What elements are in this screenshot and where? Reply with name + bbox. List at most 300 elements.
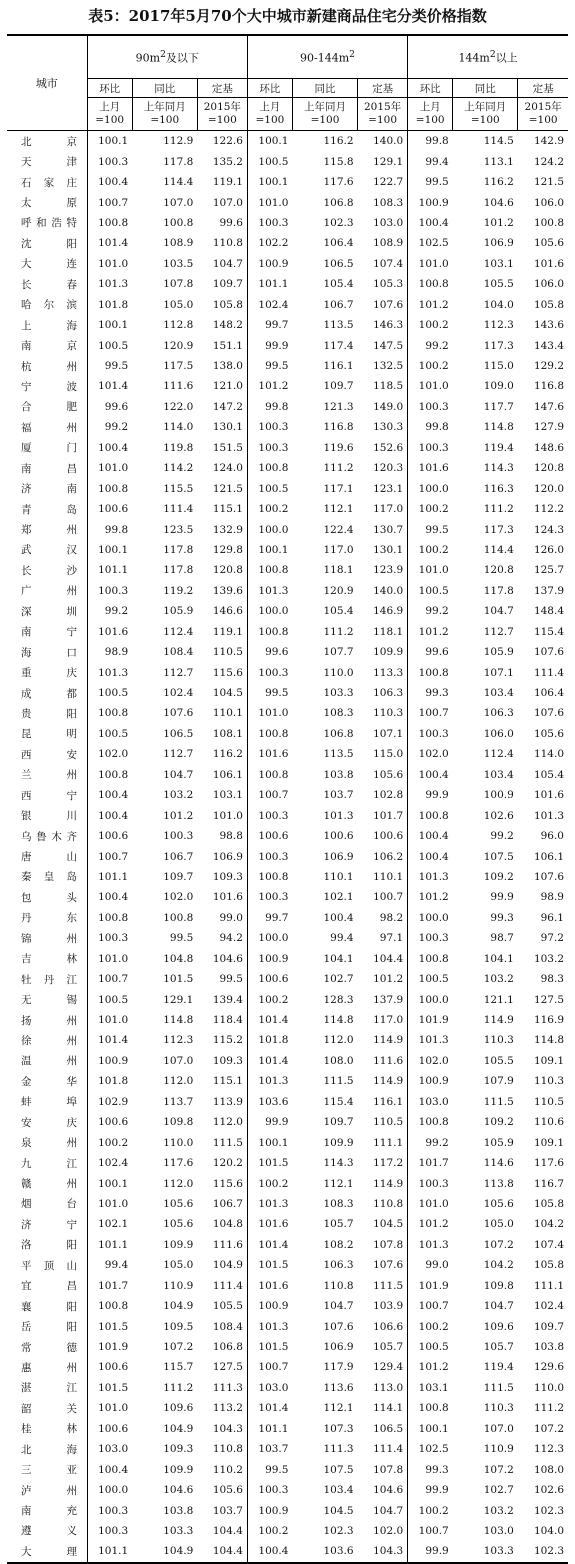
index-value: 100.4 (418, 850, 449, 863)
index-value: 100.3 (258, 1484, 289, 1497)
index-value: 101.1 (98, 1238, 129, 1251)
city-name (7, 233, 87, 253)
index-value: 100.8 (258, 727, 289, 740)
index-value: 100.7 (258, 789, 289, 802)
index-value: 107.7 (323, 646, 354, 659)
table-row (7, 1316, 568, 1336)
index-value: 108.0 (323, 1054, 354, 1067)
index-value: 101.3 (258, 1075, 289, 1088)
city-name (7, 928, 87, 948)
index-value: 112.0 (197, 1112, 247, 1132)
index-value: 97.2 (540, 932, 564, 945)
table-row (7, 601, 568, 621)
index-value: 104.4 (197, 1521, 247, 1541)
index-value: 99.9 (265, 1116, 289, 1129)
index-value: 105.9 (483, 1136, 514, 1149)
city-name-text: 沈阳 (21, 237, 77, 250)
city-name-text: 乌鲁木齐 (21, 830, 77, 843)
city-name (7, 172, 87, 192)
index-value: 107.0 (197, 192, 247, 212)
table-row (7, 1214, 568, 1234)
index-value: 100.2 (258, 503, 289, 516)
index-value: 111.4 (163, 503, 194, 516)
index-value: 119.2 (163, 584, 194, 597)
index-value: 99.6 (104, 400, 129, 413)
base-header-line1: 2015年 (203, 101, 241, 113)
index-value: 106.5 (163, 727, 194, 740)
city-name-text: 泉州 (21, 1137, 77, 1150)
table-row (7, 662, 568, 682)
index-value: 101.1 (87, 1541, 132, 1562)
index-value: 100.8 (258, 870, 289, 883)
index-value: 130.1 (358, 540, 408, 560)
city-name (7, 397, 87, 417)
index-value: 115.4 (323, 1095, 354, 1108)
index-value: 102.5 (418, 237, 449, 250)
index-value: 101.1 (98, 870, 129, 883)
index-value: 99.5 (425, 523, 449, 536)
index-value: 104.8 (197, 1214, 247, 1234)
city-name (7, 560, 87, 580)
table-row (7, 785, 568, 805)
index-value: 102.0 (418, 748, 449, 761)
index-value: 106.7 (197, 1194, 247, 1214)
index-value: 107.6 (533, 870, 564, 883)
city-name (7, 1010, 87, 1030)
table-row (7, 295, 568, 315)
city-name (7, 1235, 87, 1255)
index-value: 110.0 (533, 1381, 564, 1394)
table-row (7, 151, 568, 171)
table-row (7, 1378, 568, 1398)
table-row (7, 724, 568, 744)
index-value: 100.4 (98, 1463, 129, 1476)
index-value: 103.3 (453, 1541, 518, 1562)
index-value: 100.1 (98, 543, 129, 556)
index-value: 117.8 (483, 584, 514, 597)
index-value: 100.3 (98, 1504, 129, 1517)
index-value: 101.3 (323, 809, 354, 822)
city-name-text: 重庆 (21, 667, 77, 680)
index-value: 107.2 (483, 1238, 514, 1251)
group-header-medium: $90-144m^2$ (247, 35, 407, 79)
index-value: 109.3 (197, 867, 247, 887)
index-value: 101.0 (418, 564, 449, 577)
index-value: 100.6 (323, 830, 354, 843)
city-name (7, 1439, 87, 1459)
index-value: 109.7 (163, 870, 194, 883)
table-row (7, 1541, 568, 1562)
city-name (7, 703, 87, 723)
table-row (7, 131, 568, 152)
index-value: 110.1 (197, 703, 247, 723)
index-value: 100.9 (258, 1300, 289, 1313)
index-value: 100.8 (98, 911, 129, 924)
index-value: 111.6 (163, 380, 194, 393)
index-value: 108.3 (358, 192, 408, 212)
city-name-text: 南昌 (21, 462, 77, 475)
index-value: 100.3 (258, 441, 289, 454)
index-value: 117.6 (163, 1157, 194, 1170)
index-value: 104.7 (483, 1300, 514, 1313)
index-value: 98.2 (358, 908, 408, 928)
index-value: 105.9 (163, 605, 194, 618)
city-name-text: 温州 (21, 1055, 77, 1068)
index-value: 117.6 (323, 176, 354, 189)
index-value: 116.9 (533, 1014, 564, 1027)
index-value: 100.6 (98, 1361, 129, 1374)
index-value: 100.0 (258, 932, 289, 945)
index-value: 132.5 (358, 356, 408, 376)
city-name (7, 335, 87, 355)
index-value: 102.7 (323, 973, 354, 986)
index-value: 127.5 (533, 993, 564, 1006)
index-value: 103.0 (98, 1443, 129, 1456)
index-value: 100.2 (418, 319, 449, 332)
sub-header-row (7, 79, 568, 98)
index-value: 111.4 (533, 666, 564, 679)
index-value: 101.0 (98, 1197, 129, 1210)
index-value: 100.3 (258, 666, 289, 679)
sub-header-0-0: 环比 (87, 79, 132, 98)
index-value: 102.4 (98, 1157, 129, 1170)
index-value: 104.3 (197, 1419, 247, 1439)
index-value: 103.6 (258, 1095, 289, 1108)
city-name (7, 1214, 87, 1234)
city-name (7, 908, 87, 928)
index-value: 100.9 (258, 1504, 289, 1517)
index-value: 105.6 (483, 1197, 514, 1210)
index-value: 105.4 (323, 605, 354, 618)
index-value: 100.2 (98, 1136, 129, 1149)
table-row (7, 438, 568, 458)
index-value: 110.0 (323, 666, 354, 679)
index-value: 109.8 (163, 1116, 194, 1129)
city-name-text: 长春 (21, 278, 77, 291)
index-value: 100.8 (258, 625, 289, 638)
index-value: 126.0 (533, 543, 564, 556)
index-value: 108.1 (197, 724, 247, 744)
index-value: 100.7 (98, 973, 129, 986)
table-row (7, 908, 568, 928)
index-value: 104.6 (197, 949, 247, 969)
city-name (7, 744, 87, 764)
table-row (7, 417, 568, 437)
table-row (7, 703, 568, 723)
index-value: 100.2 (418, 360, 449, 373)
index-value: 100.4 (98, 441, 129, 454)
index-value: 116.2 (483, 176, 514, 189)
index-value: 101.9 (418, 1014, 449, 1027)
index-value: 104.0 (483, 298, 514, 311)
index-value: 102.8 (358, 785, 408, 805)
index-value: 111.3 (323, 1443, 354, 1456)
index-value: 107.6 (358, 1255, 408, 1275)
city-name-text: 洛阳 (21, 1239, 77, 1252)
index-value: 105.6 (163, 1197, 194, 1210)
index-value: 115.8 (323, 155, 354, 168)
city-name-text: 韶关 (21, 1402, 77, 1415)
index-value: 114.0 (533, 748, 564, 761)
index-value: 101.0 (418, 1197, 449, 1210)
index-value: 105.5 (483, 278, 514, 291)
index-value: 105.5 (197, 1296, 247, 1316)
index-value: 106.0 (533, 196, 564, 209)
index-value: 105.5 (483, 1054, 514, 1067)
index-value: 99.7 (265, 319, 289, 332)
city-name-text: 广州 (21, 585, 77, 598)
index-value: 104.8 (163, 952, 194, 965)
index-value: 121.0 (197, 376, 247, 396)
index-value: 106.3 (323, 1259, 354, 1272)
base-header-line2: =100 (310, 114, 340, 126)
city-name (7, 1153, 87, 1173)
table-row (7, 867, 568, 887)
index-value: 101.6 (258, 1279, 289, 1292)
index-value: 100.3 (418, 1177, 449, 1190)
index-value: 100.4 (98, 176, 129, 189)
index-value: 115.5 (163, 482, 194, 495)
index-value: 100.4 (98, 809, 129, 822)
index-value: 106.3 (358, 683, 408, 703)
table-row (7, 1092, 568, 1112)
city-name-text: 济南 (21, 483, 77, 496)
index-value: 114.9 (483, 1014, 514, 1027)
index-value: 119.1 (197, 622, 247, 642)
index-value: 104.7 (483, 605, 514, 618)
index-value: 106.8 (323, 727, 354, 740)
index-value: 100.3 (258, 421, 289, 434)
index-value: 100.5 (418, 1341, 449, 1354)
index-value: 107.8 (163, 278, 194, 291)
index-value: 104.7 (163, 768, 194, 781)
city-name (7, 1194, 87, 1214)
index-value: 102.0 (358, 1521, 408, 1541)
table-row (7, 1030, 568, 1050)
city-name-text: 郑州 (21, 524, 77, 537)
index-value: 106.8 (323, 196, 354, 209)
index-value: 117.0 (323, 543, 354, 556)
index-value: 100.7 (98, 850, 129, 863)
index-value: 100.0 (418, 993, 449, 1006)
table-row (7, 928, 568, 948)
city-name (7, 540, 87, 560)
index-value: 123.1 (358, 478, 408, 498)
index-value: 113.6 (323, 1381, 354, 1394)
table-row (7, 335, 568, 355)
index-value: 101.3 (98, 666, 129, 679)
index-value: 102.5 (418, 1443, 449, 1456)
index-value: 100.1 (258, 1136, 289, 1149)
index-value: 120.8 (533, 462, 564, 475)
city-name-text: 昆明 (21, 728, 77, 741)
index-value: 100.3 (98, 1524, 129, 1537)
index-value: 123.5 (163, 523, 194, 536)
index-value: 105.8 (533, 1259, 564, 1272)
table-row (7, 622, 568, 642)
index-value: 103.1 (483, 257, 514, 270)
index-value: 105.6 (533, 727, 564, 740)
index-value: 100.8 (418, 1402, 449, 1415)
base-header-line2: =100 (368, 114, 398, 126)
index-value: 111.2 (163, 1381, 194, 1394)
table-row (7, 1337, 568, 1357)
index-value: 104.0 (533, 1524, 564, 1537)
city-name-text: 兰州 (21, 769, 77, 782)
table-row (7, 805, 568, 825)
index-value: 99.9 (425, 1484, 449, 1497)
index-value: 99.0 (197, 908, 247, 928)
city-name-text: 赣州 (21, 1178, 77, 1191)
base-header-line1: 上年同月 (464, 101, 507, 113)
base-header-line1: 2015年 (363, 101, 402, 113)
index-value: 107.6 (358, 295, 408, 315)
index-value: 106.6 (358, 1316, 408, 1336)
index-value: 140.0 (358, 581, 408, 601)
index-value: 100.5 (258, 482, 289, 495)
index-value: 114.8 (483, 421, 514, 434)
city-name-text: 桂林 (21, 1423, 77, 1436)
index-value: 119.4 (483, 1361, 514, 1374)
index-value: 117.4 (323, 339, 354, 352)
index-value: 100.7 (98, 196, 129, 209)
index-value: 112.3 (533, 1443, 564, 1456)
index-value: 129.2 (533, 360, 564, 373)
base-header-line1: 上月 (419, 101, 441, 113)
index-value: 114.9 (358, 1071, 408, 1091)
city-name-text: 哈尔滨 (21, 299, 77, 312)
index-value: 108.2 (323, 1238, 354, 1251)
index-value: 107.6 (163, 707, 194, 720)
index-value: 99.9 (425, 789, 449, 802)
table-row (7, 1521, 568, 1541)
index-value: 102.3 (533, 1504, 564, 1517)
index-value: 100.5 (418, 584, 449, 597)
index-value: 104.2 (533, 1218, 564, 1231)
index-value: 117.8 (163, 564, 194, 577)
index-value: 101.4 (98, 380, 129, 393)
index-value: 100.8 (258, 768, 289, 781)
index-value: 105.8 (533, 298, 564, 311)
index-value: 130.3 (358, 417, 408, 437)
city-name-text: 福州 (21, 421, 77, 434)
index-value: 100.3 (258, 216, 289, 229)
city-name (7, 213, 87, 233)
city-name-text: 西安 (21, 748, 77, 761)
index-value: 115.6 (197, 662, 247, 682)
city-name-text: 北海 (21, 1443, 77, 1456)
index-value: 113.9 (197, 1092, 247, 1112)
city-name (7, 1092, 87, 1112)
table-row (7, 1112, 568, 1132)
index-value: 105.3 (358, 274, 408, 294)
index-value: 115.0 (358, 744, 408, 764)
index-value: 121.1 (483, 993, 514, 1006)
city-name-text: 遵义 (21, 1525, 77, 1538)
table-row (7, 499, 568, 519)
index-value: 101.3 (418, 870, 449, 883)
index-value: 112.8 (163, 319, 194, 332)
index-value: 124.0 (197, 458, 247, 478)
index-value: 116.1 (323, 360, 354, 373)
index-value: 112.4 (483, 748, 514, 761)
index-value: 99.9 (265, 339, 289, 352)
index-value: 101.4 (98, 1034, 129, 1047)
base-header-0-1 (132, 98, 197, 131)
index-value: 99.5 (265, 687, 289, 700)
index-value: 99.4 (330, 932, 354, 945)
index-value: 99.2 (104, 605, 129, 618)
index-value: 100.8 (533, 216, 564, 229)
city-name (7, 724, 87, 744)
index-value: 100.3 (258, 891, 289, 904)
index-value: 146.9 (358, 601, 408, 621)
index-value: 147.6 (533, 400, 564, 413)
table-row (7, 376, 568, 396)
city-name-text: 海口 (21, 646, 77, 659)
index-value: 116.8 (533, 380, 564, 393)
index-value: 140.0 (358, 131, 408, 152)
index-value: 124.3 (533, 523, 564, 536)
city-name-text: 徐州 (21, 1034, 77, 1047)
table-row (7, 213, 568, 233)
index-value: 148.2 (197, 315, 247, 335)
index-value: 105.6 (533, 237, 564, 250)
index-value: 111.2 (323, 462, 354, 475)
index-value: 103.6 (292, 1541, 357, 1562)
index-value: 100.8 (258, 564, 289, 577)
index-value: 102.4 (533, 1300, 564, 1313)
index-value: 118.1 (358, 622, 408, 642)
index-value: 114.5 (483, 135, 514, 148)
table-row (7, 1459, 568, 1479)
index-value: 104.9 (163, 1300, 194, 1313)
index-value: 130.7 (358, 519, 408, 539)
city-name-text: 大连 (21, 258, 77, 271)
index-value: 99.5 (425, 176, 449, 189)
index-value: 100.8 (163, 216, 194, 229)
table-row (7, 887, 568, 907)
index-value: 110.8 (323, 1279, 354, 1292)
index-value: 104.7 (358, 1500, 408, 1520)
city-name (7, 1276, 87, 1296)
city-name-text: 厦门 (21, 442, 77, 455)
index-value: 129.4 (358, 1357, 408, 1377)
index-value: 120.9 (323, 584, 354, 597)
city-name (7, 642, 87, 662)
index-value: 99.3 (490, 911, 514, 924)
index-value: 105.6 (197, 1480, 247, 1500)
index-value: 100.9 (418, 196, 449, 209)
index-value: 121.3 (323, 400, 354, 413)
city-name-text: 金华 (21, 1075, 77, 1088)
sub-header-1-2: 定基 (358, 79, 408, 98)
index-value: 105.6 (163, 1218, 194, 1231)
index-value: 104.3 (358, 1541, 408, 1562)
index-value: 99.5 (265, 360, 289, 373)
city-name (7, 601, 87, 621)
city-name (7, 1316, 87, 1336)
index-value: 101.0 (197, 805, 247, 825)
city-name (7, 1337, 87, 1357)
index-value: 111.1 (533, 1279, 564, 1292)
base-header-line1: 上年同月 (304, 101, 346, 113)
index-value: 101.2 (418, 1361, 449, 1374)
city-name-text: 扬州 (21, 1014, 77, 1027)
index-value: 107.5 (483, 850, 514, 863)
table-row (7, 1071, 568, 1091)
index-value: 101.6 (258, 748, 289, 761)
